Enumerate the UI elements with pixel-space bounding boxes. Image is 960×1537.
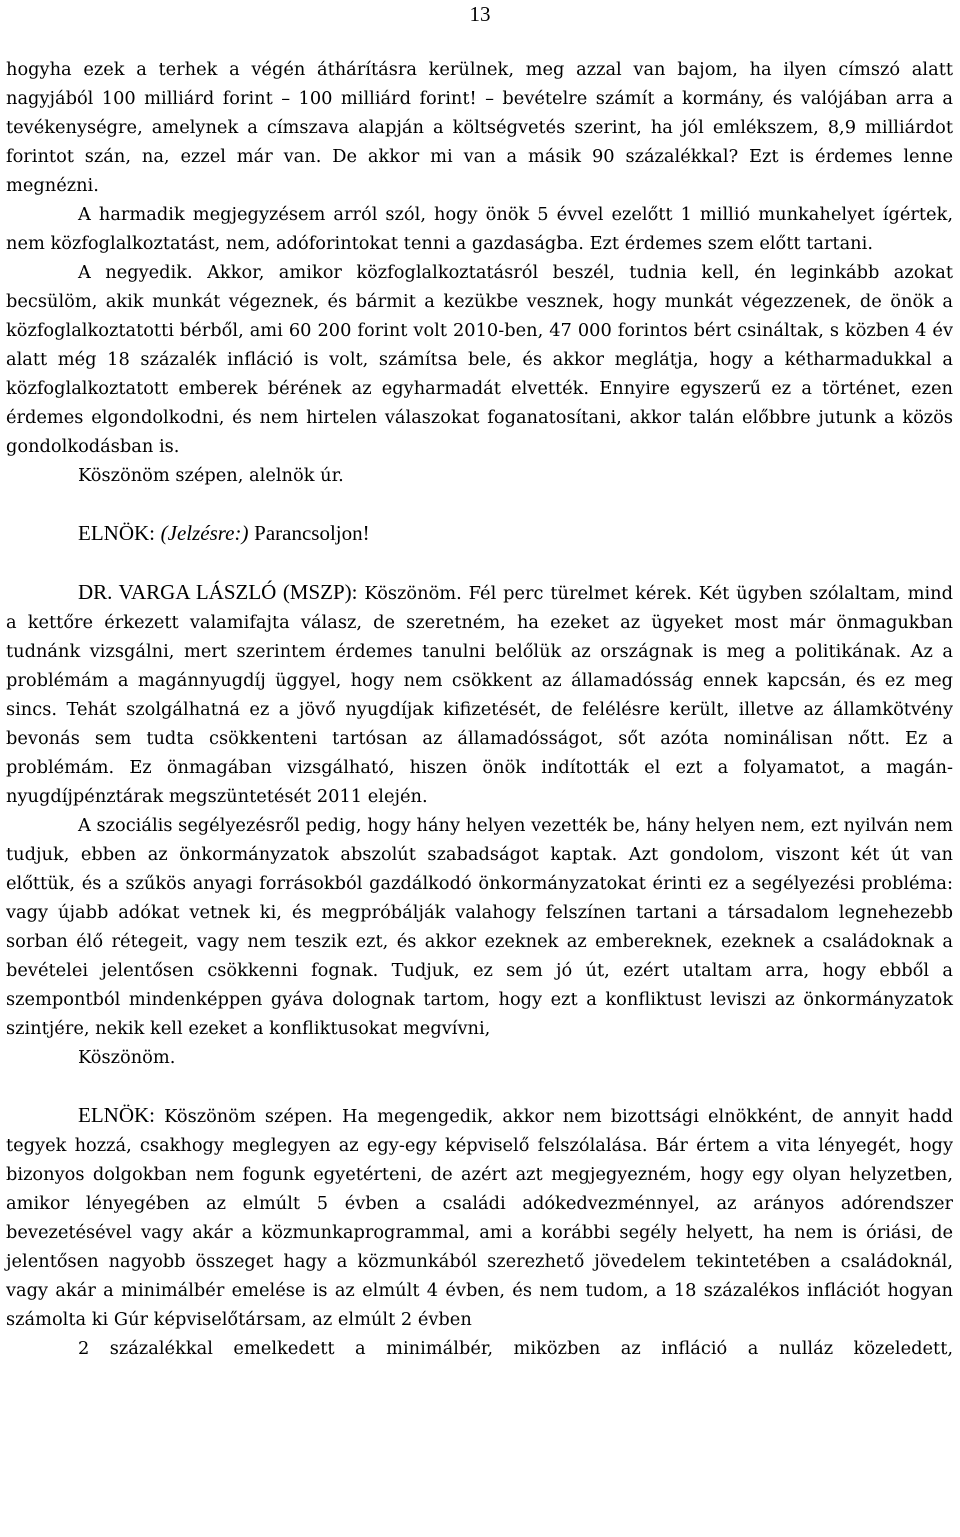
varga-paragraph-2: A szociális segélyezésről pedig, hogy hány helyen vezették be, hány helyen nem, ezt nyilván nem tudjuk, ebben az önkormányzatok abszolút szabadságot kaptak. Azt gondolom, viszont két út van előttük, és a szűkös anyagi forrásokból gazdálkodó önkormányzatokat érinti ez a segélyezési probléma: vagy újabb adókat vetnek ki, és megpróbálják valahogy felszínen tartani a társadalom legnehezebb sorban élő rétegeit, vagy nem teszik ezt, és akkor ezeknek az embereknek, ezeknek a családoknak a bevételei jelentősen csökkenni fognak. Tudjuk, ez sem jó út, ezért utaltam arra, hogy ebből a szempontból mindenképpen gyáva dolognak tartom, hogy ezt a konfliktust leviszi az önkormányzatok szintjére, nekik kell ezeket a konfliktusokat megvívni, [6,815,953,1039]
chair-text: Köszönöm szépen. Ha megengedik, akkor nem bizottsági elnökként, de annyit hadd tegyek hozzá, csakhogy meglegyen az egy-egy képviselő felszólalása. Bár értem a vita lényegét, hogy bizonyos dolgokban nem fogunk egyetérteni, de azért azt megjegyezném, hogy egy olyan helyzetben, amikor lényegében az elmúlt 5 évben a családi adókedvezménnyel, az arányos adórendszer bevezetésével vagy akár a közmunkaprogrammal, ami a korábbi segély helyett, ha nem is óriási, de jelentősen nagyobb összeget hagy a közmunkából szerezhető jövedelem tekintetében a családoknál, vagy akár a minimálbér emelése is az elmúlt 4 évben, és nem tudom, a 18 százalékos inflációt hogyan számolta ki Gúr képviselőtársam, az elmúlt 2 évben [6,1106,953,1330]
varga-statement [6,578,953,811]
paragraph-fourth-remark: A negyedik. Akkor, amikor közfoglalkoztatásról beszél, tudnia kell, én leginkább azokat becsülöm, akik munkát végeznek, és bármit a kezükbe vesznek, hogy munkát végezzenek, de önök a közfoglalkoztatotti bérből, ami 60 200 forint volt 2010-ben, 47 000 forintos bért csináltak, s közben 4 év alatt még 18 százalék infláció is volt, számítsa bele, és akkor meglátja, hogy a kétharmadukkal a közfoglalkoztatott emberek bérének az egyharmadát elvették. Ennyire egyszerű ez a történet, ezen érdemes elgondolkodni, és nem hirtelen válaszokat foganatosítani, akkor talán előbbre jutunk a közös gondolkodásban is. [6,262,953,457]
speaker-label: ELNÖK: [78,1103,155,1127]
chair-statement-1 [6,519,953,549]
speaker-label: DR. VARGA LÁSZLÓ (MSZP): [78,580,358,604]
chair-statement-2 [6,1101,953,1363]
paragraph-continuation: hogyha ezek a terhek a végén áthárításra kerülnek, meg azzal van bajom, ha ilyen címszó alatt nagyjából 100 milliárd forint – 100 milliárd forint! – bevételre számít a kormány, és valójában arra a tevékenységre, amelynek a címszava alapján a költségvetés szerint, ha jól emlékszem, 8,9 milliárdot forintot szán, na, ezzel már van. De akkor mi van a másik 90 százalékkal? Ezt is érdemes lenne megnézni. [6,59,953,196]
stage-direction: (Jelzésre:) [160,521,249,545]
chair-text-last-line: 2 százalékkal emelkedett a minimálbér, miközben az infláció a nulláz közeledett, [78,1338,953,1359]
speaker-label: ELNÖK: [78,521,155,545]
varga-text: Köszönöm. Fél perc türelmet kérek. Két ügyben szólaltam, mind a kettőre érkezett valamifajta válasz, de szeretném, ha ezeket az ügyeket most már önmagukban tudnánk vizsgálni, mert szerintem érdemes tanulni belőlük az országnak is meg a politikának. Az a problémám a magánnyugdíj üggyel, hogy nem csökkent az államadósság ennek kapcsán, és ez meg sincs. Tehát szolgálhatná ez a jövő nyugdíjak kifizetését, de felélésre került, illetve az államkötvény bevonás sem tudta csökkenteni tartósan az államadósságot, sőt azóta nominálisan nőtt. Ez a problémám. Ez önmagában vizsgálható, hiszen önök indították el ezt a folyamatot, a magán-nyugdíjpénztárak megszüntetését 2011 elején. [6,583,953,807]
chair-reply: Parancsoljon! [254,521,370,545]
varga-paragraph-3: Köszönöm. [78,1047,176,1068]
document-body [6,55,953,1363]
page-number: 13 [469,2,491,26]
paragraph-thanks: Köszönöm szépen, alelnök úr. [78,465,344,486]
paragraph-third-remark: A harmadik megjegyzésem arról szól, hogy önök 5 évvel ezelőtt 1 millió munkahelyet ígértek, nem közfoglalkoztatást, nem, adóforintokat tenni a gazdaságba. Ezt érdemes szem előtt tartani. [6,204,953,254]
